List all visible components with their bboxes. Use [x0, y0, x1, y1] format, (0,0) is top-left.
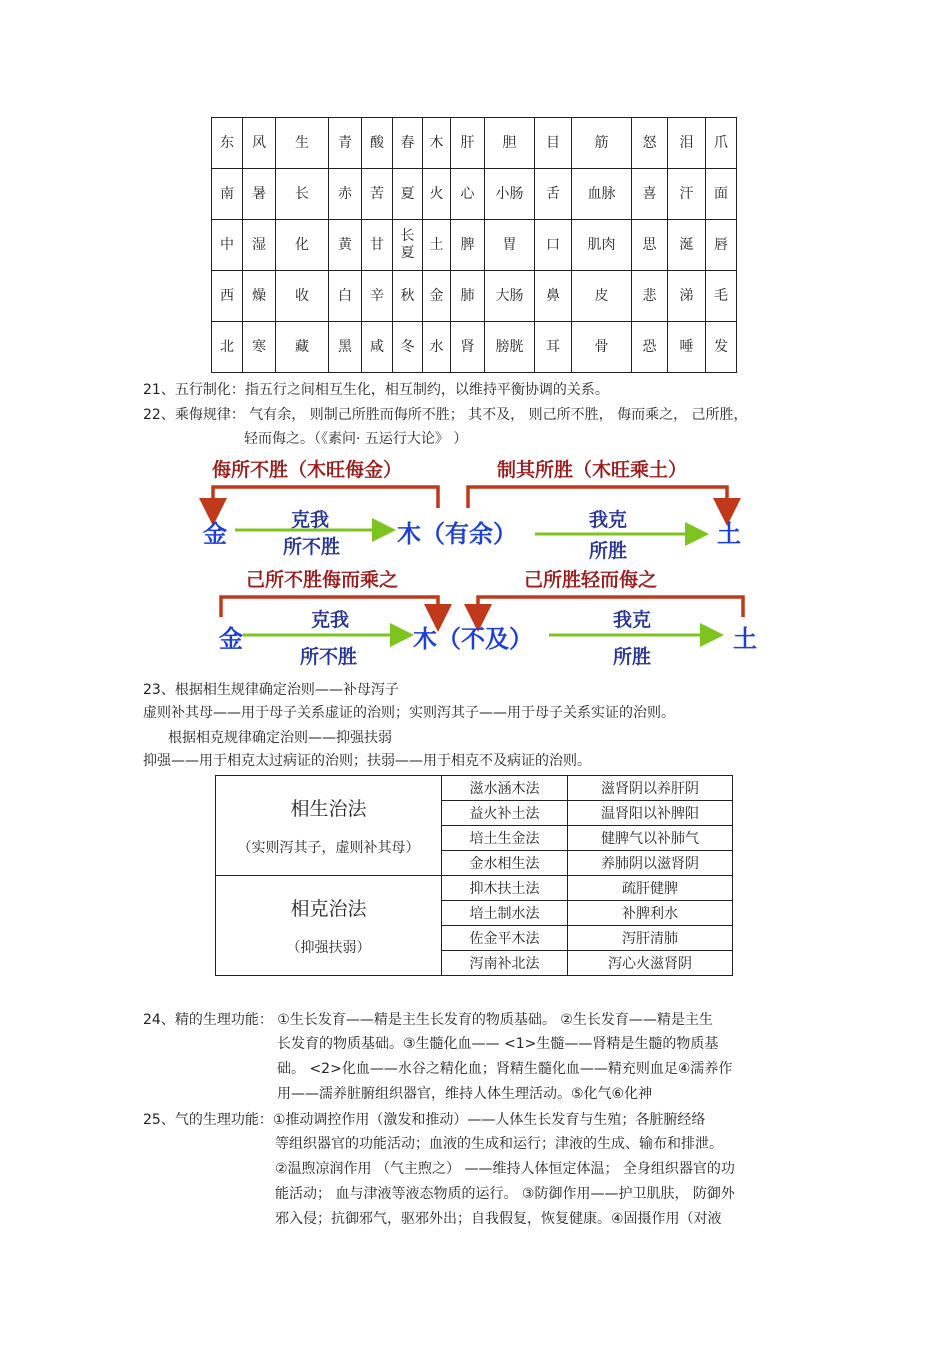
wuxing-cell: 小肠: [485, 169, 535, 220]
red-arrow-bottom-right: [478, 597, 743, 618]
wuxing-cell: 肾: [451, 322, 485, 373]
wuxing-cell: 土: [423, 220, 451, 271]
method-desc: 健脾气以补肺气: [568, 826, 733, 851]
wuxing-cell: 肝: [451, 118, 485, 169]
node-earth-bottom: 土: [733, 625, 757, 653]
method-name: 抑木扶土法: [442, 876, 568, 901]
wuxing-cell: 膀胱: [485, 322, 535, 373]
wuxing-cell: 皮: [572, 271, 632, 322]
label-bottom-1-lower: 所不胜: [300, 646, 358, 668]
section-23-line4: 抑强——用于相克太过病证的治则；扶弱——用于相克不及病证的治则。: [143, 753, 591, 769]
method-name: 益火补土法: [442, 801, 568, 826]
wuxing-cell: 风: [243, 118, 276, 169]
wuxing-cell: 夏: [393, 169, 423, 220]
wuxing-cell: 生: [276, 118, 329, 169]
node-wood-excess: 木（有余）: [397, 520, 517, 548]
wuxing-cell: 长 夏: [393, 220, 423, 271]
cheng-wu-diagram: [195, 450, 765, 675]
wuxing-cell: 发: [706, 322, 737, 373]
group-sheng-title: 相生治法: [290, 798, 367, 820]
wuxing-cell: 火: [423, 169, 451, 220]
wuxing-cell: 西: [212, 271, 243, 322]
wuxing-cell: 怒: [632, 118, 668, 169]
wuxing-cell: 化: [276, 220, 329, 271]
node-earth-top: 土: [717, 520, 741, 548]
wuxing-cell: 暑: [243, 169, 276, 220]
wuxing-cell: 北: [212, 322, 243, 373]
section-23-line2: 虚则补其母——用于母子关系虚证的治则；实则泻其子——用于母子关系实证的治则。: [143, 705, 675, 721]
section-25-line1: 25、气的生理功能：①推动调控作用（激发和推动）——人体生长发育与生殖；各脏腑经络: [143, 1112, 706, 1128]
wuxing-cell: 东: [212, 118, 243, 169]
method-name: 培土生金法: [442, 826, 568, 851]
wuxing-cell: 骨: [572, 322, 632, 373]
wuxing-cell: 目: [535, 118, 572, 169]
wuxing-cell: 口: [535, 220, 572, 271]
wuxing-cell: 胆: [485, 118, 535, 169]
section-25-line3: ②温煦凉润作用 （气主煦之） ——维持人体恒定体温； 全身组织器官的功: [275, 1161, 735, 1177]
wuxing-cell: 唾: [668, 322, 706, 373]
wuxing-cell: 泪: [668, 118, 706, 169]
wuxing-cell: 毛: [706, 271, 737, 322]
group-sheng-cell: [216, 776, 442, 876]
group-sheng-sub: （实则泻其子，虚则补其母）: [237, 840, 420, 856]
wuxing-cell: 中: [212, 220, 243, 271]
label-top-2-upper: 我克: [589, 509, 628, 531]
method-desc: 补脾利水: [568, 901, 733, 926]
wuxing-cell: 大肠: [485, 271, 535, 322]
node-wood-deficient: 木（不及）: [413, 625, 533, 653]
section-24-line4: 用——濡养脏腑组织器官，维持人体生理活动。⑤化气⑥化神: [277, 1086, 653, 1102]
section-24-line1: 24、精的生理功能： ①生长发育——精是主生长发育的物质基础。 ②生长发育——精是主生: [143, 1012, 713, 1028]
wuxing-cell: 收: [276, 271, 329, 322]
wuxing-cell: 藏: [276, 322, 329, 373]
wuxing-cell: 木: [423, 118, 451, 169]
node-metal-bottom: 金: [219, 625, 243, 653]
wuxing-cell: 黑: [329, 322, 362, 373]
wuxing-row: [212, 322, 737, 373]
wuxing-cell: 咸: [362, 322, 393, 373]
wuxing-cell: 苦: [362, 169, 393, 220]
method-name: 滋水涵木法: [442, 776, 568, 801]
wuxing-cell: 耳: [535, 322, 572, 373]
wuxing-cell: 面: [706, 169, 737, 220]
method-name: 培土制水法: [442, 901, 568, 926]
wuxing-cell: 冬: [393, 322, 423, 373]
wuxing-cell: 燥: [243, 271, 276, 322]
wuxing-cell: 心: [451, 169, 485, 220]
wuxing-cell: 血脉: [572, 169, 632, 220]
title-bottom-left: 己所不胜侮而乘之: [246, 569, 399, 591]
wuxing-cell: 寒: [243, 322, 276, 373]
wuxing-cell: 爪: [706, 118, 737, 169]
wuxing-table: [211, 117, 737, 373]
wuxing-cell: 舌: [535, 169, 572, 220]
wuxing-cell: 赤: [329, 169, 362, 220]
label-top-1-upper: 克我: [291, 509, 330, 531]
title-bottom-right: 己所胜轻而侮之: [524, 569, 658, 591]
label-bottom-2-upper: 我克: [613, 609, 652, 631]
wuxing-cell: 水: [423, 322, 451, 373]
wuxing-row: [212, 118, 737, 169]
section-25-line4: 能活动； 血与津液等液态物质的运行。 ③防御作用——护卫肌肤， 防御外: [275, 1186, 735, 1202]
method-desc: 滋肾阴以养肝阴: [568, 776, 733, 801]
method-name: 泻南补北法: [442, 951, 568, 976]
wuxing-cell: 春: [393, 118, 423, 169]
wuxing-cell: 恐: [632, 322, 668, 373]
wuxing-cell: 唇: [706, 220, 737, 271]
group-ke-cell: [216, 876, 442, 976]
wuxing-row: [212, 271, 737, 322]
wuxing-cell: 胃: [485, 220, 535, 271]
wuxing-cell: 秋: [393, 271, 423, 322]
wuxing-cell: 金: [423, 271, 451, 322]
wuxing-cell: 思: [632, 220, 668, 271]
label-top-2-lower: 所胜: [589, 540, 628, 562]
wuxing-cell: 南: [212, 169, 243, 220]
label-bottom-2-lower: 所胜: [613, 646, 652, 668]
section-24-line2: 长发育的物质基础。③生髓化血—— <1>生髓——肾精是生髓的物质基: [277, 1036, 719, 1052]
node-metal-top: 金: [203, 520, 227, 548]
label-top-1-lower: 所不胜: [283, 536, 341, 558]
group-ke-title: 相克治法: [290, 898, 367, 920]
wuxing-cell: 喜: [632, 169, 668, 220]
method-name: 金水相生法: [442, 851, 568, 876]
wuxing-cell: 白: [329, 271, 362, 322]
wuxing-cell: 涎: [668, 220, 706, 271]
section-21: 21、五行制化：指五行之间相互生化，相互制约，以维持平衡协调的关系。: [143, 382, 609, 398]
wuxing-cell: 脾: [451, 220, 485, 271]
label-bottom-1-upper: 克我: [311, 609, 350, 631]
treatment-table: [215, 775, 733, 976]
group-ke-sub: （抑强扶弱）: [286, 940, 371, 956]
wuxing-cell: 汗: [668, 169, 706, 220]
wuxing-cell: 肌肉: [572, 220, 632, 271]
title-top-left: 侮所不胜（木旺侮金）: [212, 459, 403, 481]
wuxing-cell: 肺: [451, 271, 485, 322]
wuxing-cell: 长: [276, 169, 329, 220]
method-desc: 温肾阳以补脾阳: [568, 801, 733, 826]
wuxing-cell: 悲: [632, 271, 668, 322]
section-23-line3: 根据相克规律确定治则——抑强扶弱: [168, 730, 392, 746]
section-24-line3: 础。 <2>化血——水谷之精化血；肾精生髓化血——精充则血足④濡养作: [277, 1061, 733, 1077]
wuxing-cell: 黄: [329, 220, 362, 271]
method-name: 佐金平木法: [442, 926, 568, 951]
wuxing-cell: 湿: [243, 220, 276, 271]
wuxing-cell: 辛: [362, 271, 393, 322]
section-22-line1: 22、乘侮规律： 气有余， 则制己所胜而侮所不胜； 其不及， 则己所不胜， 侮而乘之， 己所胜，: [143, 407, 748, 423]
wuxing-cell: 青: [329, 118, 362, 169]
section-25-line5: 邪入侵；抗御邪气，驱邪外出；自我假复，恢复健康。④固摄作用（对液: [275, 1211, 722, 1227]
wuxing-cell: 筋: [572, 118, 632, 169]
title-top-right: 制其所胜（木旺乘土）: [497, 459, 688, 481]
wuxing-cell: 甘: [362, 220, 393, 271]
section-25-line2: 等组织器官的功能活动；血液的生成和运行；津液的生成、输布和排泄。: [275, 1136, 723, 1152]
method-desc: 泻肝清肺: [568, 926, 733, 951]
section-23-line1: 23、根据相生规律确定治则——补母泻子: [143, 682, 399, 698]
wuxing-row: [212, 220, 737, 271]
method-desc: 养肺阴以滋肾阴: [568, 851, 733, 876]
section-22-line2: 轻而侮之。（《素问· 五运行大论》 ）: [244, 431, 468, 447]
wuxing-cell: 酸: [362, 118, 393, 169]
wuxing-cell: 涕: [668, 271, 706, 322]
method-desc: 泻心火滋肾阴: [568, 951, 733, 976]
wuxing-cell: 鼻: [535, 271, 572, 322]
method-desc: 疏肝健脾: [568, 876, 733, 901]
wuxing-row: [212, 169, 737, 220]
